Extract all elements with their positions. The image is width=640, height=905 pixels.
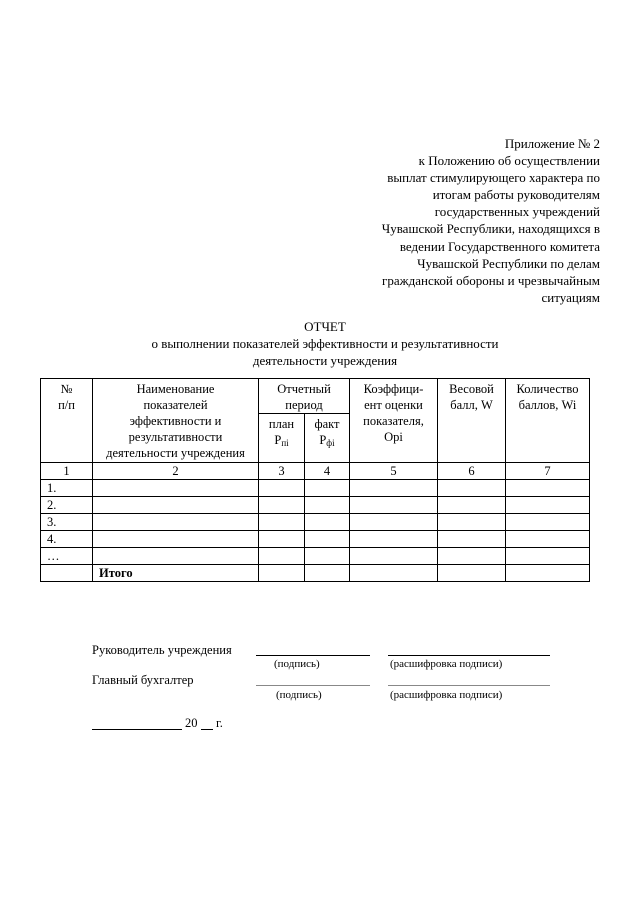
col-number: 2: [93, 463, 259, 480]
total-row: [41, 565, 590, 582]
appendix-line: итогам работы руководителям: [432, 187, 600, 203]
table-cell[interactable]: [305, 497, 350, 514]
appendix-line: Приложение № 2: [504, 136, 600, 151]
report-subtitle-1: о выполнении показателей эффективности и результативности: [151, 336, 499, 351]
table-cell[interactable]: [506, 548, 590, 565]
col-number: 1: [41, 463, 93, 480]
header-num: № п/п: [41, 379, 93, 463]
header-weight: Весовой балл, W: [438, 379, 506, 463]
table-cell[interactable]: [305, 514, 350, 531]
table-cell[interactable]: [350, 480, 438, 497]
report-subtitle-2: деятельности учреждения: [252, 353, 398, 368]
header-name: Наименование показателей эффективности и результативности деятельности учреждения: [93, 379, 259, 463]
report-table: [40, 378, 590, 582]
table-cell[interactable]: [93, 497, 259, 514]
row-number: 2.: [41, 497, 93, 514]
date-year-line[interactable]: [201, 729, 213, 730]
table-cell[interactable]: [506, 531, 590, 548]
head-decoding-line[interactable]: [388, 655, 550, 656]
table-cell[interactable]: [259, 548, 305, 565]
appendix-header: [330, 135, 600, 306]
appendix-line: к Положению об осуществлении: [418, 153, 600, 169]
table-cell[interactable]: [93, 514, 259, 531]
table-cell[interactable]: [305, 548, 350, 565]
table-cell[interactable]: [438, 514, 506, 531]
row-number: 4.: [41, 531, 93, 548]
table-cell[interactable]: [259, 565, 305, 582]
appendix-line: Чувашской Республики по делам: [417, 255, 600, 271]
accountant-signature-caption: (подпись): [276, 689, 322, 701]
table-row: [41, 480, 590, 497]
appendix-line: государственных учреждений: [434, 204, 600, 220]
table-cell[interactable]: [305, 531, 350, 548]
col-number: 4: [305, 463, 350, 480]
header-fact: факт $P_{фi}$: [305, 414, 350, 463]
col-number: 7: [506, 463, 590, 480]
table-cell[interactable]: [259, 497, 305, 514]
table-cell[interactable]: [506, 514, 590, 531]
table-cell[interactable]: [438, 480, 506, 497]
table-cell[interactable]: [350, 565, 438, 582]
table-cell[interactable]: [93, 531, 259, 548]
table-cell[interactable]: [305, 565, 350, 582]
table-cell[interactable]: [350, 497, 438, 514]
table-cell[interactable]: [438, 548, 506, 565]
appendix-line: гражданской обороны и чрезвычайным: [382, 272, 600, 288]
table-cell[interactable]: [305, 480, 350, 497]
table-row: [41, 548, 590, 565]
header-period: Отчетный период: [259, 379, 350, 414]
table-cell: [41, 565, 93, 582]
date-year-prefix: 20: [185, 716, 198, 730]
table-cell[interactable]: [506, 565, 590, 582]
head-signature-line[interactable]: [256, 655, 370, 656]
report-title: ОТЧЕТ: [304, 319, 346, 334]
header-plan: план $P_{пi}$: [259, 414, 305, 463]
table-cell[interactable]: [259, 480, 305, 497]
table-cell[interactable]: [350, 514, 438, 531]
header-count: Количество баллов, Wi: [506, 379, 590, 463]
row-number: 3.: [41, 514, 93, 531]
table-row: [41, 531, 590, 548]
table-cell[interactable]: [438, 531, 506, 548]
head-decoding-caption: (расшифровка подписи): [390, 658, 503, 670]
accountant-decoding-line[interactable]: [388, 685, 550, 686]
head-label: Руководитель учреждения: [92, 643, 232, 657]
table-cell[interactable]: [506, 480, 590, 497]
table-cell[interactable]: [350, 531, 438, 548]
table-cell[interactable]: [259, 531, 305, 548]
table-cell[interactable]: [506, 497, 590, 514]
col-number: 3: [259, 463, 305, 480]
report-title-block: [40, 318, 610, 369]
accountant-signature-line[interactable]: [256, 685, 370, 686]
total-label: Итого: [93, 565, 259, 582]
table-header-row: [41, 379, 590, 414]
col-number: 6: [438, 463, 506, 480]
table-cell[interactable]: [259, 514, 305, 531]
accountant-label: Главный бухгалтер: [92, 673, 194, 687]
date-day-line[interactable]: [92, 729, 182, 730]
appendix-line: ситуациям: [541, 289, 600, 305]
row-number: …: [41, 548, 93, 565]
table-row: [41, 497, 590, 514]
head-signature-caption: (подпись): [274, 658, 320, 670]
column-number-row: [41, 463, 590, 480]
appendix-line: Чувашской Республики, находящихся в: [381, 221, 600, 237]
appendix-line: ведении Государственного комитета: [399, 238, 600, 254]
table-cell[interactable]: [438, 497, 506, 514]
col-number: 5: [350, 463, 438, 480]
header-coefficient: Коэффици- ент оценки показателя, Opi: [350, 379, 438, 463]
appendix-line: выплат стимулирующего характера по: [387, 170, 600, 186]
table-cell[interactable]: [93, 480, 259, 497]
table-cell[interactable]: [93, 548, 259, 565]
accountant-decoding-caption: (расшифровка подписи): [390, 689, 503, 701]
date-year-suffix: г.: [216, 716, 223, 730]
table-cell[interactable]: [350, 548, 438, 565]
table-row: [41, 514, 590, 531]
row-number: 1.: [41, 480, 93, 497]
table-cell[interactable]: [438, 565, 506, 582]
